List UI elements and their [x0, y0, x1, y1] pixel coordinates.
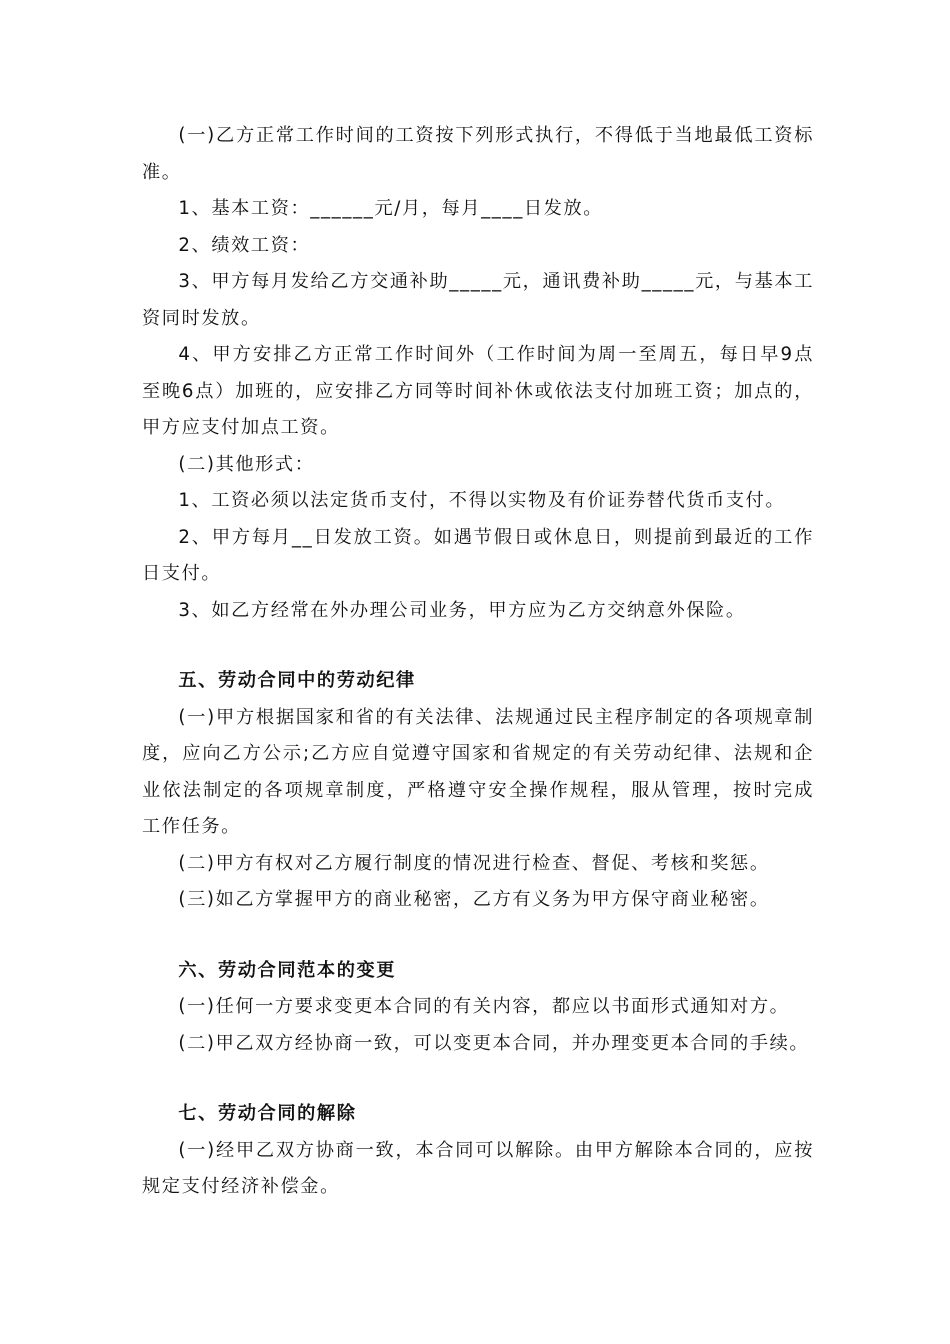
section-spacer [142, 919, 814, 953]
salary-other-currency: 1、工资必须以法定货币支付，不得以实物及有价证券替代货币支付。 [178, 490, 786, 511]
salary-other-insurance: 3、如乙方经常在外办理公司业务，甲方应为乙方交纳意外保险。 [178, 599, 746, 621]
salary-item-overtime: 4、甲方安排乙方正常工作时间外（工作时间为周一至周五，每日早9点至晚6点）加班的，应安排乙方同等时间补休或依法支付加班工资；加点的，甲方应支付加点工资。 [142, 344, 814, 438]
salary-other-payday: 2、甲方每月__日发放工资。如遇节假日或休息日，则提前到最近的工作日支付。 [142, 526, 814, 584]
section-7-title: 七、劳动合同的解除 [178, 1103, 357, 1124]
section-7-paragraph-1: (一)经甲乙双方协商一致，本合同可以解除。由甲方解除本合同的，应按规定支付经济补偿金。 [142, 1139, 814, 1197]
section-6-paragraph-2: (二)甲乙双方经协商一致，可以变更本合同，并办理变更本合同的手续。 [178, 1032, 810, 1054]
section-spacer [142, 629, 814, 663]
section-5-paragraph-1: (一)甲方根据国家和省的有关法律、法规通过民主程序制定的各项规章制度，应向乙方公示;乙方应自觉遵守国家和省规定的有关劳动纪律、法规和企业依法制定的各项规章制度，严格遵守安全操作规程，服从管理，按时完成工作任务。 [142, 706, 814, 837]
salary-item-allowance: 3、甲方每月发给乙方交通补助_____元，通讯费补助_____元，与基本工资同时发放。 [142, 271, 814, 329]
salary-item-performance: 2、绩效工资： [178, 234, 311, 256]
section-5-title: 五、劳动合同中的劳动纪律 [178, 670, 416, 691]
salary-item-basic: 1、基本工资：______元/月，每月____日发放。 [178, 198, 604, 219]
section-6-paragraph-1: (一)任何一方要求变更本合同的有关内容，都应以书面形式通知对方。 [178, 996, 790, 1017]
document-body [142, 118, 814, 1206]
section-5-paragraph-3: (三)如乙方掌握甲方的商业秘密，乙方有义务为甲方保守商业秘密。 [178, 889, 770, 910]
section-5-paragraph-2: (二)甲方有权对乙方履行制度的情况进行检查、督促、考核和奖惩。 [178, 852, 770, 874]
section-spacer [142, 1062, 814, 1096]
salary-intro: (一)乙方正常工作时间的工资按下列形式执行，不得低于当地最低工资标准。 [142, 125, 814, 183]
section-6-title: 六、劳动合同范本的变更 [178, 959, 397, 981]
salary-other-heading: (二)其他形式： [178, 453, 315, 475]
